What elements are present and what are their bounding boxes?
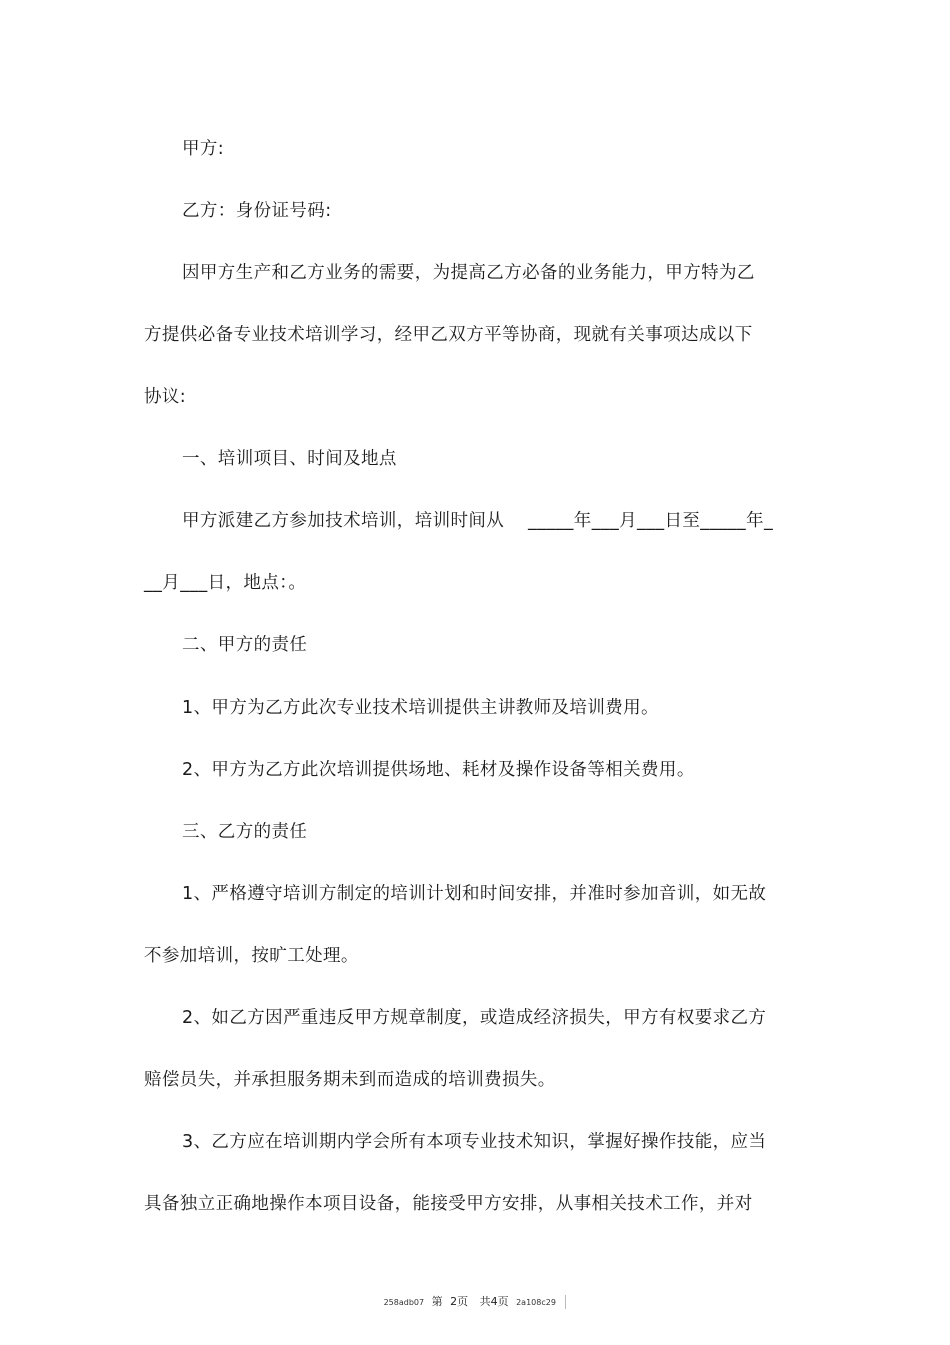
paragraph-line: 因甲方生产和乙方业务的需要，为提高乙方必备的业务能力，甲方特为乙 [182, 263, 755, 283]
section-heading: 三、乙方的责任 [182, 822, 308, 842]
clause-line: 1、严格遵守培训方制定的培训计划和时间安排，并准时参加音训，如无故 [182, 884, 767, 904]
section-heading: 一、培训项目、时间及地点 [182, 449, 397, 469]
section-heading: 二、甲方的责任 [182, 635, 308, 655]
footer-right-code: 2a108c29 [516, 1298, 556, 1307]
clause-line: 3、乙方应在培训期内学会所有本项专业技术知识，掌握好操作技能，应当 [182, 1132, 767, 1152]
footer-page-total: 4 [490, 1295, 498, 1308]
party-b-label: 乙方：身份证号码: [182, 201, 332, 221]
footer-page-current: 2 [450, 1295, 458, 1308]
footer-left-code: 258adb07 [383, 1298, 425, 1307]
paragraph-line: __月___日，地点：。 [144, 573, 307, 593]
clause-line: 不参加培训，按旷工处理。 [144, 946, 359, 966]
footer-divider [565, 1295, 566, 1309]
clause-line: 2、如乙方因严重违反甲方规章制度，或造成经济损失，甲方有权要求乙方 [182, 1008, 767, 1028]
footer-page-prefix: 第 [431, 1295, 443, 1308]
footer-total-prefix: 共 [479, 1295, 491, 1308]
clause-line: 2、甲方为乙方此次培训提供场地、耗材及操作设备等相关费用。 [182, 760, 695, 780]
footer-total-suffix: 页 [497, 1295, 509, 1308]
party-a-label: 甲方: [182, 139, 225, 159]
paragraph-line: 甲方派建乙方参加技术培训，培训时间从 _____年___月___日至_____年_ [182, 511, 774, 531]
paragraph-line: 方提供必备专业技术培训学习，经甲乙双方平等协商，现就有关事项达成以下 [144, 325, 753, 345]
clause-line: 赔偿员失，并承担服务期未到而造成的培训费损失。 [144, 1070, 556, 1090]
footer-page-suffix: 页 [457, 1295, 469, 1308]
page-footer [0, 1294, 950, 1311]
paragraph-line: 协议: [144, 387, 187, 407]
clause-line: 1、甲方为乙方此次专业技术培训提供主讲教师及培训费用。 [182, 698, 659, 718]
clause-line: 具备独立正确地操作本项目设备，能接受甲方安排，从事相关技术工作，并对 [144, 1194, 753, 1214]
